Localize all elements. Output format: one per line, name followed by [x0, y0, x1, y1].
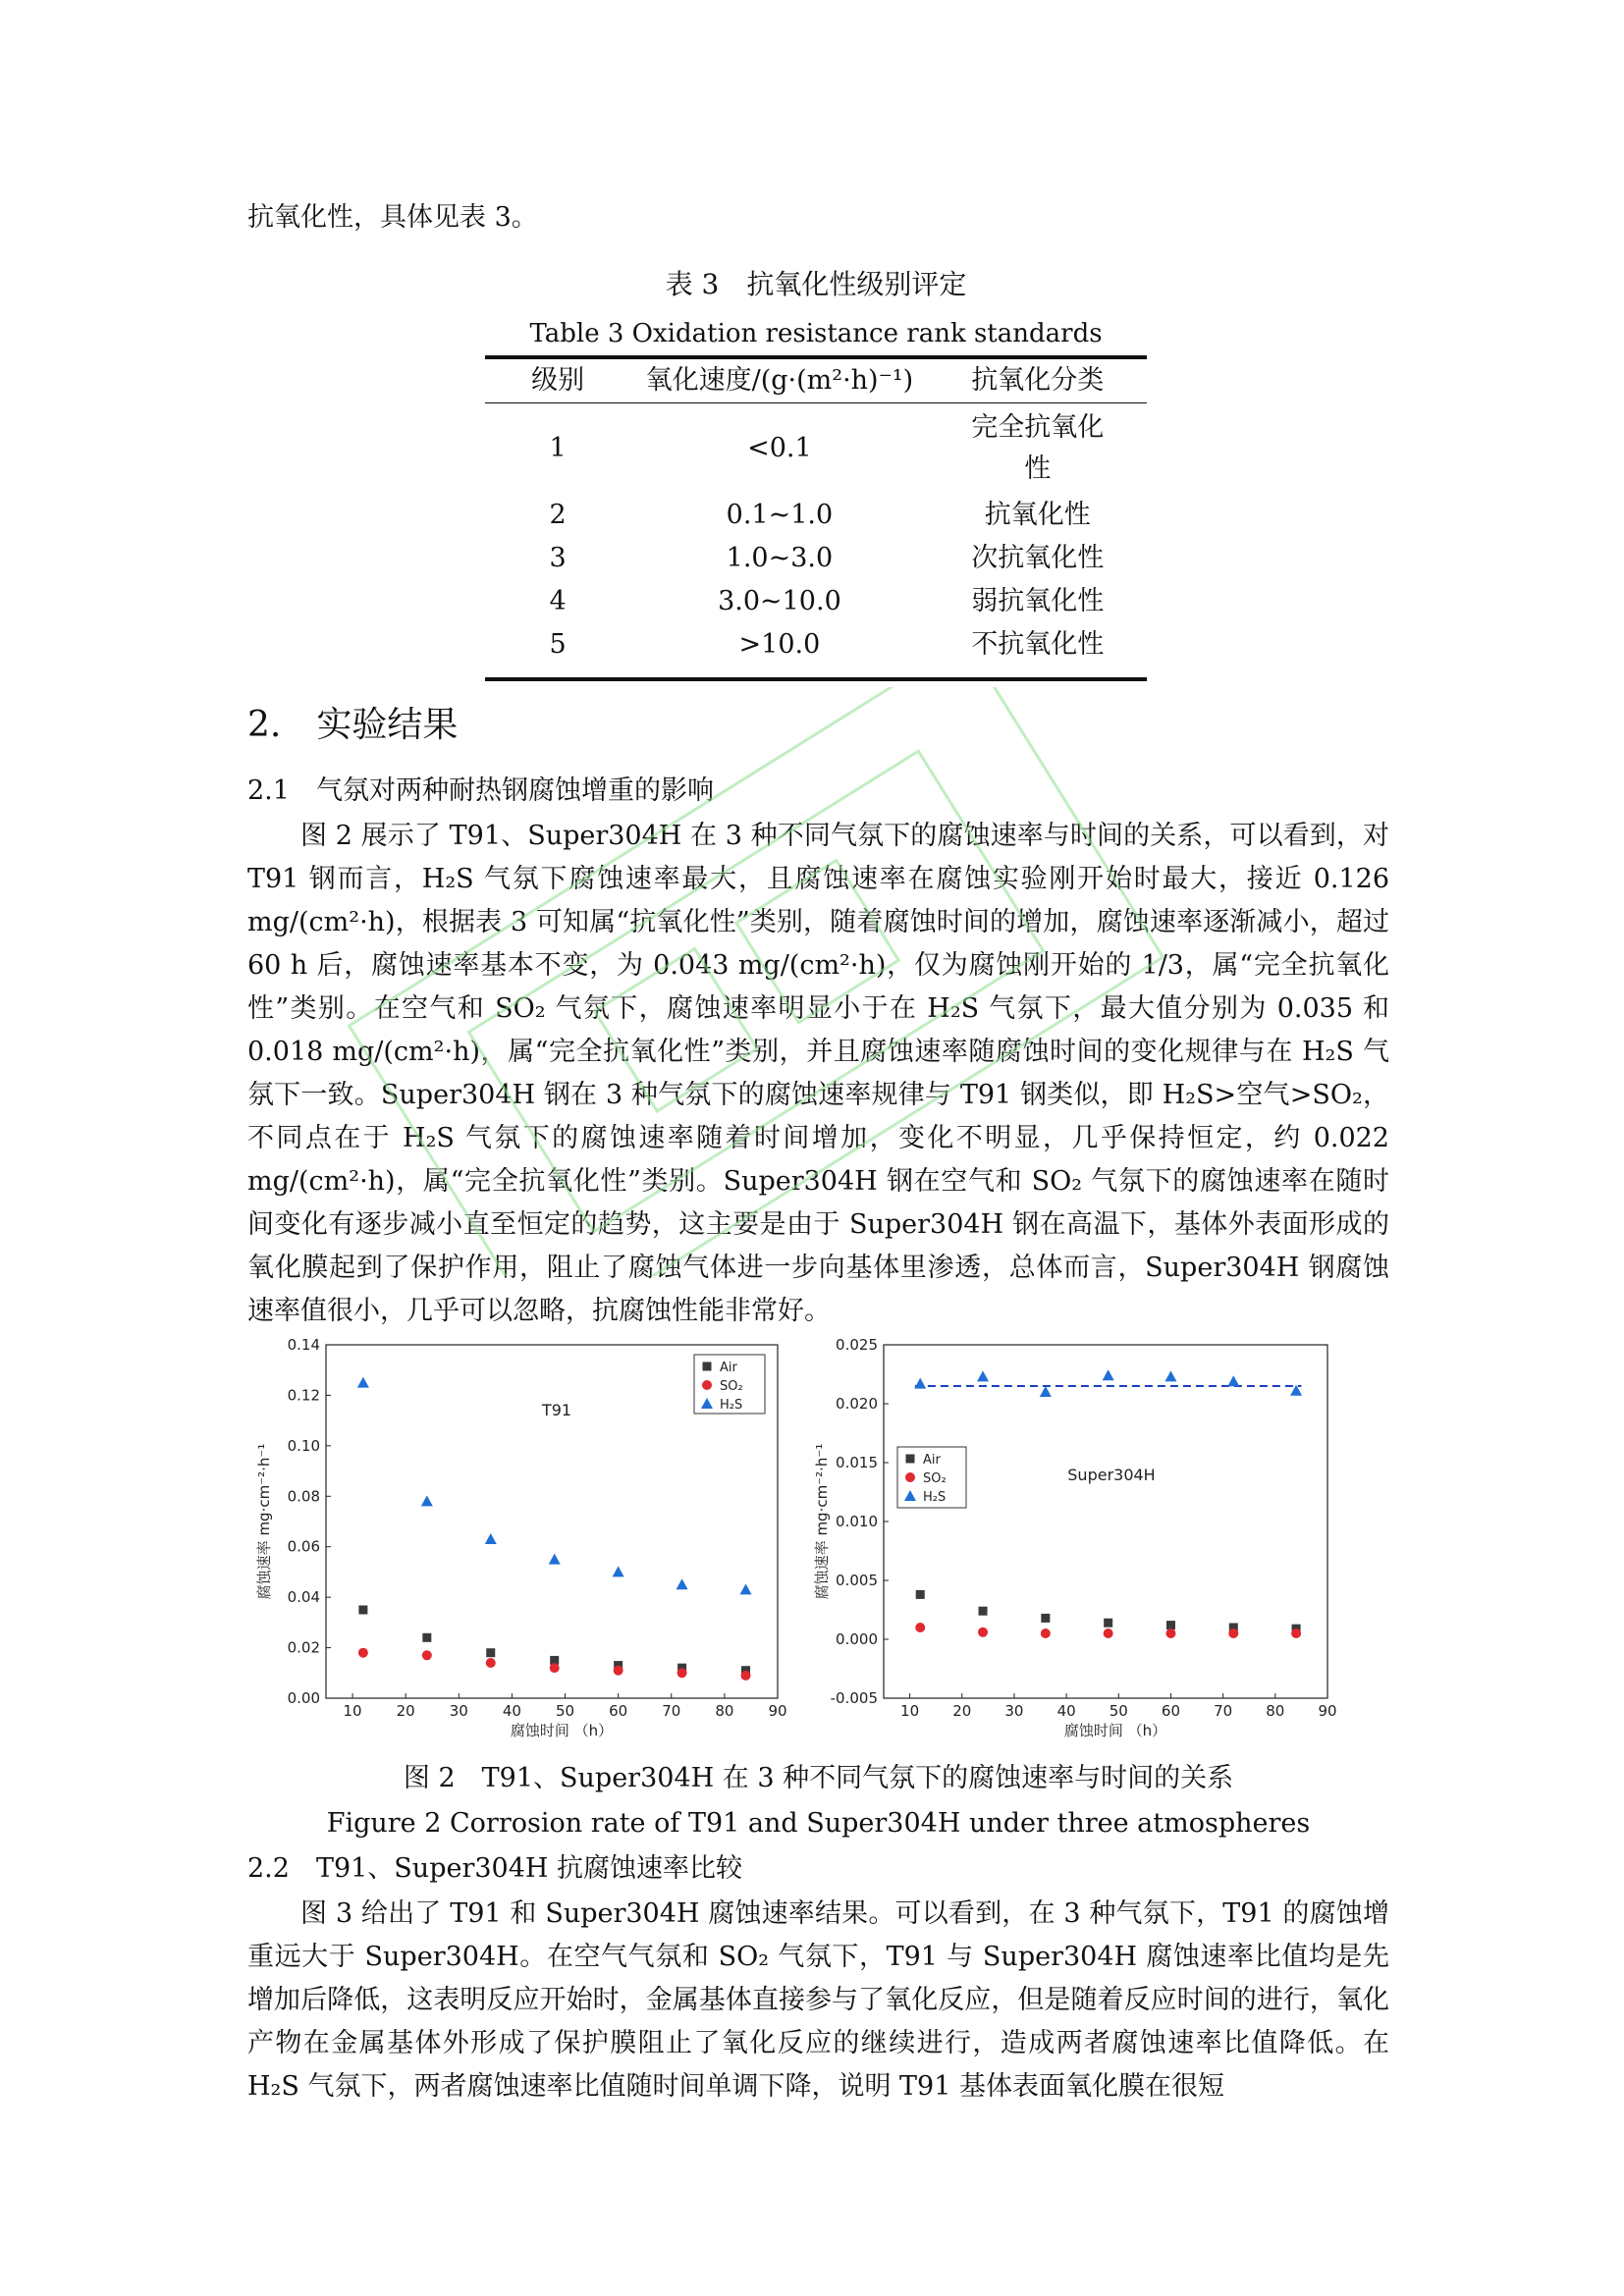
point-so2	[486, 1658, 496, 1668]
point-air	[979, 1607, 988, 1616]
cell-rate: <0.1	[747, 433, 812, 463]
subsection-2-1-title: 2.1 气氛对两种耐热钢腐蚀增重的影响	[247, 775, 714, 806]
y-tick-label: 0.02	[287, 1638, 320, 1657]
x-tick-label: 30	[449, 1702, 468, 1720]
legend-label-so2: SO₂	[923, 1471, 947, 1486]
x-tick-label: 50	[1109, 1702, 1128, 1720]
x-tick-label: 60	[609, 1702, 628, 1720]
x-tick-label: 70	[662, 1702, 681, 1720]
x-tick-label: 60	[1161, 1702, 1181, 1720]
cell-class: 不抗氧化性	[971, 629, 1105, 660]
legend-label-air: Air	[923, 1453, 941, 1468]
x-tick-label: 90	[1318, 1702, 1337, 1720]
y-tick-label: 0.04	[287, 1588, 320, 1607]
table-caption-cn: 表 3 抗氧化性级别评定	[665, 268, 967, 300]
point-h2s	[613, 1566, 624, 1576]
point-air	[1041, 1614, 1050, 1623]
y-tick-label: 0.000	[836, 1630, 878, 1648]
table-caption-en: Table 3 Oxidation resistance rank standards	[529, 319, 1103, 348]
plot-frame	[884, 1345, 1327, 1698]
paragraph-2-1	[247, 815, 1389, 1333]
table-header-row	[485, 359, 1147, 403]
paragraph-2-1-text: 图 2 展示了 T91、Super304H 在 3 种不同气氛下的腐蚀速率与时间的关系，可以看到，对 T91 钢而言，H₂S 气氛下腐蚀速率最大，且腐蚀速率在腐蚀实验刚开始时最大，接近 0.126 mg/(cm²·h)，根据表 3 可知属“抗氧化性”类别，随着腐蚀时间的增加，腐蚀速率逐渐减小，超过 60 h 后，腐蚀速率基本不变，为 0.043 mg/(cm²·h)，仅为腐蚀刚开始的 1/3，属“完全抗氧化性”类别。在空气和 SO₂ 气氛下，腐蚀速率明显小于在 H₂S 气氛下，最大值分别为 0.035 和 0.018 mg/(cm²·h)，属“完全抗氧化性”类别，并且腐蚀速率随腐蚀时间的变化规律与在 H₂S 气氛下一致。Super304H 钢在 3 种气氛下的腐蚀速率规律与 T91 钢类似，即 H₂S>空气>SO₂，不同点在于 H₂S 气氛下的腐蚀速率随着时间增加，变化不明显，几乎保持恒定，约 0.022 mg/(cm²·h)，属“完全抗氧化性”类别。Super304H 钢在空气和 SO₂ 气氛下的腐蚀速率在随时间变化有逐步减小直至恒定的趋势，这主要是由于 Super304H 钢在高温下，基体外表面形成的氧化膜起到了保护作用，阻止了腐蚀气体进一步向基体里渗透，总体而言，Super304H 钢腐蚀速率值很小，几乎可以忽略，抗腐蚀性能非常好。	[247, 821, 1389, 1326]
legend-marker-air	[703, 1362, 712, 1371]
x-tick-label: 50	[555, 1702, 575, 1720]
point-h2s	[1164, 1370, 1176, 1381]
y-axis-label: 腐蚀速率 mg·cm⁻²·h⁻¹	[255, 1443, 273, 1600]
point-h2s	[914, 1378, 926, 1389]
point-h2s	[977, 1370, 989, 1381]
legend-label-h2s: H₂S	[923, 1490, 947, 1505]
point-air	[358, 1606, 367, 1615]
y-tick-label: 0.06	[287, 1537, 320, 1556]
y-tick-label: 0.015	[836, 1454, 878, 1471]
y-axis-label: 腐蚀速率 mg·cm⁻²·h⁻¹	[813, 1443, 831, 1600]
point-h2s	[740, 1583, 752, 1594]
header-class: 抗氧化分类	[929, 359, 1147, 403]
x-tick-label: 10	[343, 1702, 362, 1720]
y-tick-label: 0.005	[836, 1572, 878, 1589]
cell-rate: >10.0	[738, 629, 821, 660]
x-tick-label: 30	[1004, 1702, 1024, 1720]
cell-rate: 0.1~1.0	[726, 500, 834, 530]
point-air	[1104, 1619, 1112, 1628]
cell-class: 弱抗氧化性	[971, 586, 1105, 616]
x-axis-label: 腐蚀时间 （h）	[510, 1722, 614, 1739]
cell-class: 完全抗氧化性	[971, 412, 1105, 484]
paragraph-2-2	[247, 1893, 1389, 2109]
legend-label-so2: SO₂	[720, 1379, 743, 1394]
figure-caption-cn: 图 2 T91、Super304H 在 3 种不同气氛下的腐蚀速率与时间的关系	[403, 1763, 1234, 1793]
section-title: 2. 实验结果	[247, 705, 459, 745]
legend-marker-air	[906, 1455, 915, 1464]
chart-title: T91	[541, 1401, 572, 1419]
point-so2	[915, 1623, 925, 1632]
point-so2	[614, 1666, 623, 1676]
point-air	[486, 1648, 495, 1657]
point-so2	[1228, 1629, 1238, 1638]
legend-marker-so2	[905, 1472, 915, 1482]
cell-class: 抗氧化性	[984, 500, 1091, 530]
x-tick-label: 80	[1266, 1702, 1285, 1720]
table-row	[485, 537, 1147, 580]
cell-level: 3	[549, 543, 567, 573]
point-so2	[1291, 1629, 1301, 1638]
point-so2	[677, 1668, 687, 1678]
point-so2	[978, 1628, 988, 1637]
point-so2	[550, 1663, 560, 1673]
point-h2s	[485, 1533, 497, 1544]
point-so2	[1104, 1629, 1113, 1638]
table-row	[485, 580, 1147, 623]
chart-super304h	[807, 1337, 1337, 1749]
table-bottom-rule	[485, 677, 1147, 681]
chart-title: Super304H	[1067, 1466, 1156, 1484]
y-tick-label: 0.010	[836, 1513, 878, 1530]
point-h2s	[357, 1377, 369, 1388]
x-tick-label: 90	[768, 1702, 787, 1720]
figure-caption-en: Figure 2 Corrosion rate of T91 and Super304H under three atmospheres	[326, 1808, 1311, 1839]
point-h2s	[1227, 1375, 1239, 1386]
oxidation-rank-table	[485, 359, 1147, 667]
y-tick-label: 0.025	[836, 1337, 878, 1354]
table-row	[485, 494, 1147, 537]
legend-marker-so2	[702, 1380, 712, 1390]
y-tick-label: 0.020	[836, 1395, 878, 1413]
cell-level: 4	[549, 586, 567, 616]
cell-rate: 1.0~3.0	[726, 543, 834, 573]
header-level: 级别	[485, 359, 630, 403]
cell-rate: 3.0~10.0	[718, 586, 841, 616]
x-tick-label: 20	[952, 1702, 972, 1720]
legend-label-h2s: H₂S	[720, 1398, 743, 1413]
y-tick-label: 0.12	[287, 1386, 320, 1405]
point-h2s	[677, 1578, 688, 1589]
table-row	[485, 403, 1147, 495]
legend-label-air: Air	[720, 1361, 737, 1375]
y-tick-label: 0.14	[287, 1337, 320, 1354]
cell-level: 2	[549, 500, 567, 530]
header-rate: 氧化速度/(g·(m²·h)⁻¹)	[630, 359, 928, 403]
point-so2	[1165, 1629, 1175, 1638]
chart-t91	[247, 1337, 797, 1749]
point-air	[1166, 1621, 1175, 1629]
y-tick-label: 0.10	[287, 1436, 320, 1455]
intro-line: 抗氧化性，具体见表 3。	[247, 202, 538, 233]
point-so2	[422, 1650, 432, 1660]
x-tick-label: 40	[502, 1702, 521, 1720]
point-so2	[741, 1671, 751, 1681]
point-h2s	[421, 1495, 433, 1506]
y-tick-label: 0.00	[287, 1689, 320, 1707]
point-h2s	[1040, 1386, 1052, 1397]
x-tick-label: 40	[1056, 1702, 1076, 1720]
paragraph-2-2-text: 图 3 给出了 T91 和 Super304H 腐蚀速率结果。可以看到，在 3 种气氛下，T91 的腐蚀增重远大于 Super304H。在空气气氛和 SO₂ 气氛下，T91 与 Super304H 腐蚀速率比值均是先增加后降低，这表明反应开始时，金属基体直接参与了氧化反应，但是随着反应时间的进行，氧化产物在金属基体外形成了保护膜阻止了氧化反应的继续进行，造成两者腐蚀速率比值降低。在 H₂S 气氛下，两者腐蚀速率比值随时间单调下降，说明 T91 基体表面氧化膜在很短	[247, 1898, 1389, 2102]
point-air	[422, 1633, 431, 1642]
point-air	[916, 1590, 925, 1599]
table-row	[485, 623, 1147, 667]
x-tick-label: 20	[396, 1702, 415, 1720]
cell-level: 5	[549, 629, 567, 660]
x-tick-label: 10	[900, 1702, 920, 1720]
point-so2	[358, 1648, 368, 1658]
y-tick-label: 0.08	[287, 1487, 320, 1506]
point-h2s	[1103, 1369, 1114, 1380]
point-so2	[1041, 1629, 1051, 1638]
x-tick-label: 80	[715, 1702, 734, 1720]
cell-class: 次抗氧化性	[971, 543, 1105, 573]
y-tick-label: -0.005	[830, 1689, 878, 1707]
point-h2s	[549, 1554, 561, 1565]
x-axis-label: 腐蚀时间 （h）	[1063, 1722, 1167, 1739]
x-tick-label: 70	[1214, 1702, 1233, 1720]
cell-level: 1	[549, 433, 567, 463]
subsection-2-2-title: 2.2 T91、Super304H 抗腐蚀速率比较	[247, 1853, 743, 1884]
